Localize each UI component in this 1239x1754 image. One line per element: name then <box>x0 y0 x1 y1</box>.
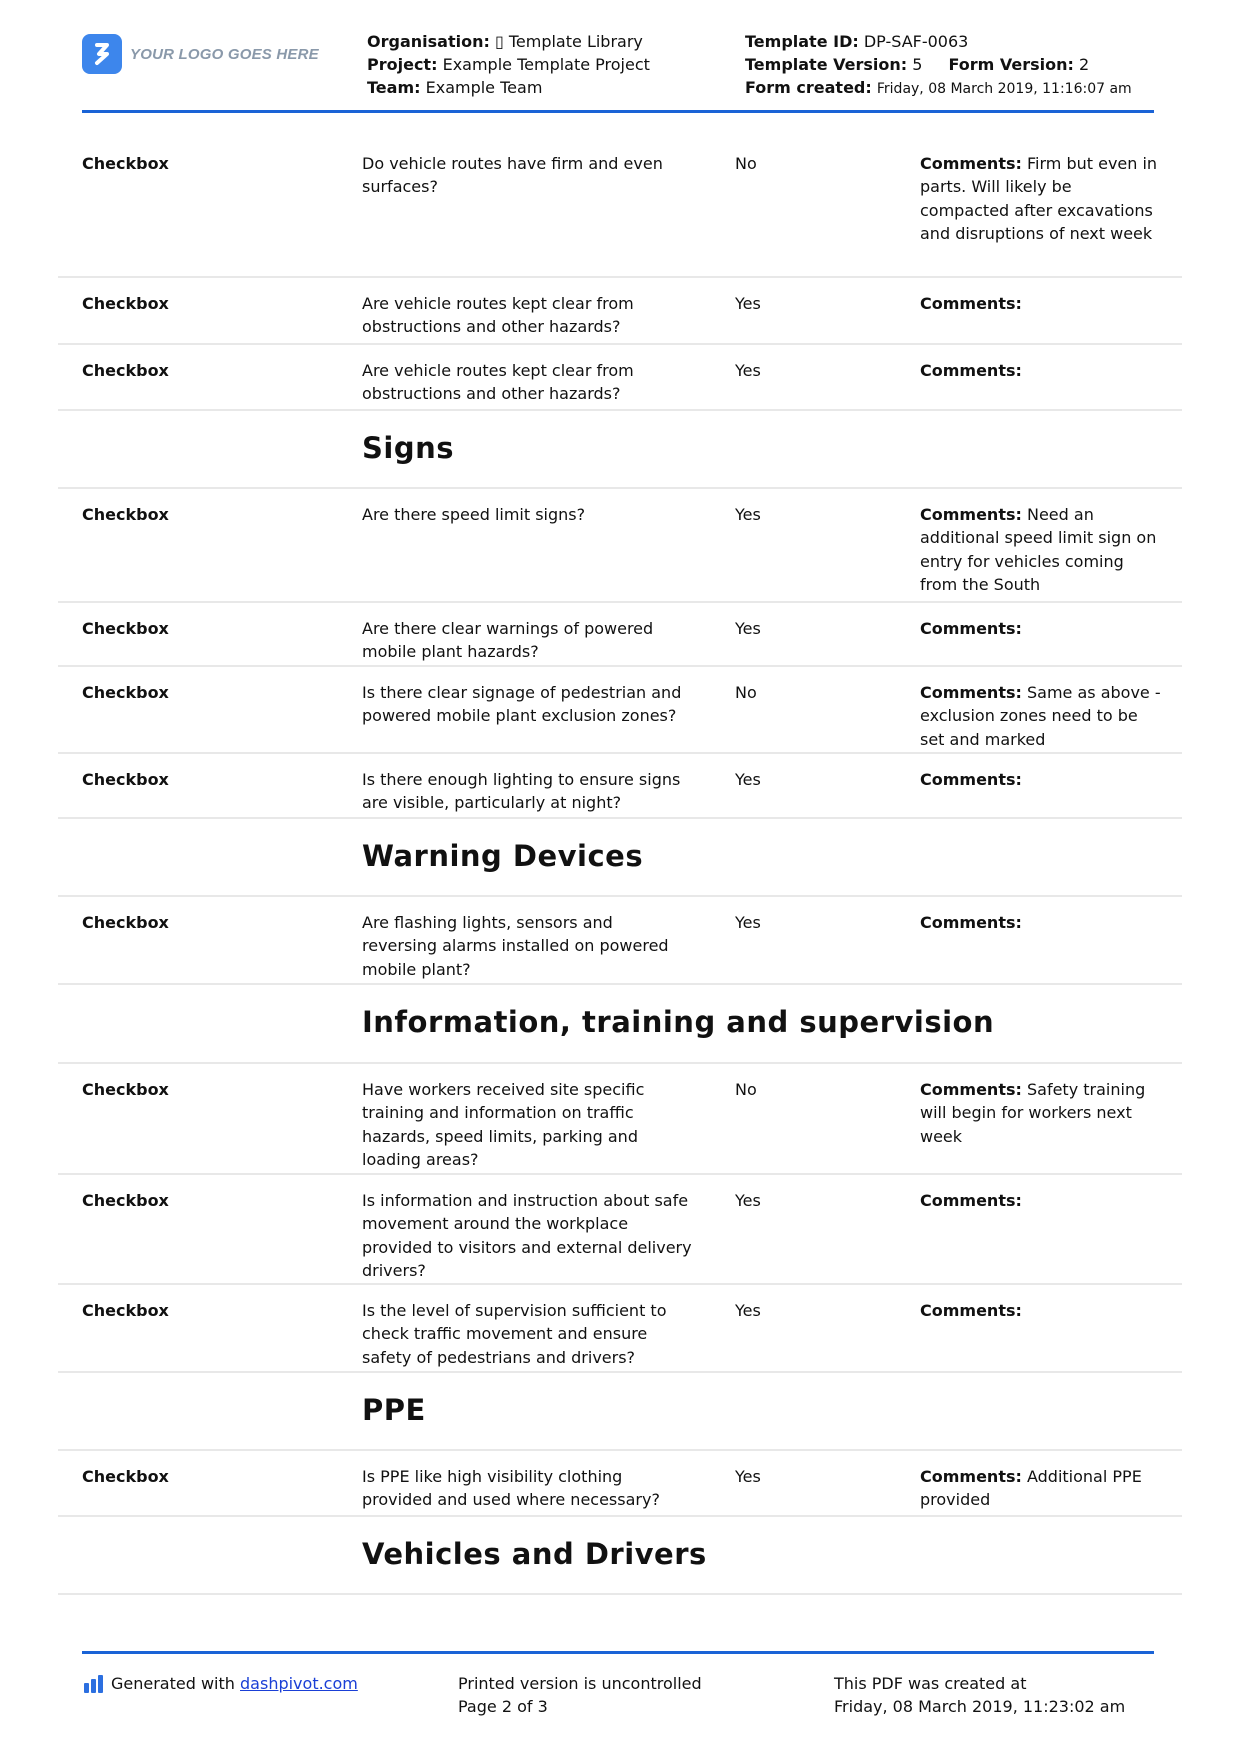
project-value: Example Template Project <box>442 55 650 74</box>
organisation-value: ▯ Template Library <box>494 32 643 51</box>
answer-value: Yes <box>735 294 761 313</box>
answer-value: Yes <box>735 770 761 789</box>
question-text: Is there clear signage of pedestrian and powered mobile plant exclusion zones? <box>362 683 682 726</box>
checklist-row <box>58 1064 1182 1175</box>
question-text: Are there speed limit signs? <box>362 505 586 524</box>
field-type: Checkbox <box>82 1467 169 1486</box>
project-label: Project: <box>367 55 438 74</box>
comments-text: Same as above - exclusion zones need to be set and marked <box>920 683 1161 749</box>
comments-label: Comments: <box>920 619 1022 638</box>
comments <box>920 359 1162 382</box>
comments <box>920 292 1162 315</box>
question-text: Are there clear warnings of powered mobile plant hazards? <box>362 619 654 662</box>
comments <box>920 617 1162 640</box>
generated-with <box>84 1672 358 1695</box>
team-value: Example Team <box>425 78 543 97</box>
comments <box>920 1299 1162 1322</box>
comments-text: Additional PPE provided <box>920 1467 1142 1510</box>
answer-value: Yes <box>735 913 761 932</box>
checklist-row <box>58 1285 1182 1373</box>
answer-value: No <box>735 683 757 702</box>
question-text: Are vehicle routes kept clear from obstructions and other hazards? <box>362 361 634 404</box>
page-header <box>82 28 1154 113</box>
answer-value: Yes <box>735 1191 761 1210</box>
pdf-created-info <box>834 1672 1125 1718</box>
comments <box>920 911 1162 934</box>
comments-label: Comments: <box>920 1191 1022 1210</box>
field-type: Checkbox <box>82 505 169 524</box>
team-label: Team: <box>367 78 421 97</box>
question-text: Have workers received site specific training and information on traffic hazards, speed limits, parking and loading areas? <box>362 1080 645 1169</box>
comments-label: Comments: <box>920 294 1022 313</box>
checklist-row <box>58 1451 1182 1517</box>
comments-label: Comments: <box>920 683 1022 702</box>
section-header <box>58 411 1182 489</box>
field-type: Checkbox <box>82 1191 169 1210</box>
field-type: Checkbox <box>82 619 169 638</box>
field-type: Checkbox <box>82 913 169 932</box>
comments <box>920 1465 1162 1512</box>
section-title: PPE <box>362 1393 426 1427</box>
comments-text: Firm but even in parts. Will likely be compacted after excavations and disruptions of next week <box>920 154 1158 243</box>
answer-value: Yes <box>735 1301 761 1320</box>
comments-text: Safety training will begin for workers next week <box>920 1080 1146 1146</box>
answer-value: No <box>735 1080 757 1099</box>
question-text: Is PPE like high visibility clothing provided and used where necessary? <box>362 1467 660 1510</box>
dashpivot-bars-icon <box>84 1675 103 1693</box>
comments-label: Comments: <box>920 1467 1022 1486</box>
form-version-label: Form Version: <box>948 55 1074 74</box>
question-text: Is information and instruction about safe movement around the workplace provided to visitors and external delivery drivers? <box>362 1191 692 1280</box>
answer-value: Yes <box>735 361 761 380</box>
field-type: Checkbox <box>82 1301 169 1320</box>
field-type: Checkbox <box>82 1080 169 1099</box>
field-type: Checkbox <box>82 294 169 313</box>
form-created-value: Friday, 08 March 2019, 11:16:07 am <box>876 81 1132 97</box>
question-text: Is the level of supervision sufficient to check traffic movement and ensure safety of pedestrians and drivers? <box>362 1301 667 1367</box>
section-title: Warning Devices <box>362 839 644 873</box>
checklist-row <box>58 603 1182 667</box>
answer-value: Yes <box>735 1467 761 1486</box>
pdf-created-label: This PDF was created at <box>834 1674 1027 1693</box>
comments-label: Comments: <box>920 505 1022 524</box>
template-version-value: 5 <box>912 55 923 74</box>
comments-label: Comments: <box>920 1301 1022 1320</box>
comments-label: Comments: <box>920 770 1022 789</box>
uncontrolled-notice: Printed version is uncontrolled <box>458 1674 702 1693</box>
checklist-row <box>58 667 1182 754</box>
checklist-row <box>58 897 1182 985</box>
comments <box>920 503 1162 596</box>
header-template-info <box>745 30 1132 101</box>
field-type: Checkbox <box>82 770 169 789</box>
answer-value: Yes <box>735 619 761 638</box>
question-text: Are flashing lights, sensors and reversing alarms installed on powered mobile plant? <box>362 913 669 979</box>
page-number: Page 2 of 3 <box>458 1697 548 1716</box>
comments <box>920 152 1162 245</box>
comments <box>920 681 1162 751</box>
comments-label: Comments: <box>920 361 1022 380</box>
question-text: Are vehicle routes kept clear from obstructions and other hazards? <box>362 294 634 337</box>
field-type: Checkbox <box>82 154 169 173</box>
question-text: Do vehicle routes have firm and even surfaces? <box>362 154 663 197</box>
page-footer <box>82 1651 1154 1716</box>
comments-label: Comments: <box>920 1080 1022 1099</box>
form-content <box>58 138 1182 1595</box>
field-type: Checkbox <box>82 683 169 702</box>
print-info <box>458 1672 702 1718</box>
generated-text: Generated with <box>111 1674 235 1693</box>
template-version-label: Template Version: <box>745 55 908 74</box>
section-title: Vehicles and Drivers <box>362 1537 707 1571</box>
checklist-row <box>58 754 1182 819</box>
comments <box>920 1189 1162 1212</box>
comments-text: Need an additional speed limit sign on entry for vehicles coming from the South <box>920 505 1157 594</box>
section-header <box>58 1517 1182 1595</box>
comments <box>920 768 1162 791</box>
checklist-row <box>58 138 1182 278</box>
field-type: Checkbox <box>82 361 169 380</box>
logo-icon <box>82 34 122 74</box>
section-title: Signs <box>362 431 454 465</box>
dashpivot-link[interactable]: dashpivot.com <box>240 1674 358 1693</box>
checklist-row <box>58 345 1182 411</box>
template-id-value: DP-SAF-0063 <box>863 32 969 51</box>
logo-text: YOUR LOGO GOES HERE <box>130 45 319 63</box>
section-header <box>58 1373 1182 1451</box>
form-created-label: Form created: <box>745 78 872 97</box>
section-header <box>58 819 1182 897</box>
template-id-label: Template ID: <box>745 32 859 51</box>
form-version-value: 2 <box>1078 55 1090 74</box>
checklist-row <box>58 278 1182 345</box>
comments <box>920 1078 1162 1148</box>
logo <box>82 34 319 74</box>
organisation-label: Organisation: <box>367 32 490 51</box>
comments-label: Comments: <box>920 913 1022 932</box>
checklist-row <box>58 489 1182 603</box>
question-text: Is there enough lighting to ensure signs are visible, particularly at night? <box>362 770 681 813</box>
pdf-created-date: Friday, 08 March 2019, 11:23:02 am <box>834 1697 1126 1716</box>
section-header <box>58 985 1182 1064</box>
answer-value: Yes <box>735 505 761 524</box>
comments-label: Comments: <box>920 154 1022 173</box>
answer-value: No <box>735 154 757 173</box>
header-org-info <box>367 30 650 99</box>
section-title: Information, training and supervision <box>362 1005 995 1039</box>
checklist-row <box>58 1175 1182 1285</box>
